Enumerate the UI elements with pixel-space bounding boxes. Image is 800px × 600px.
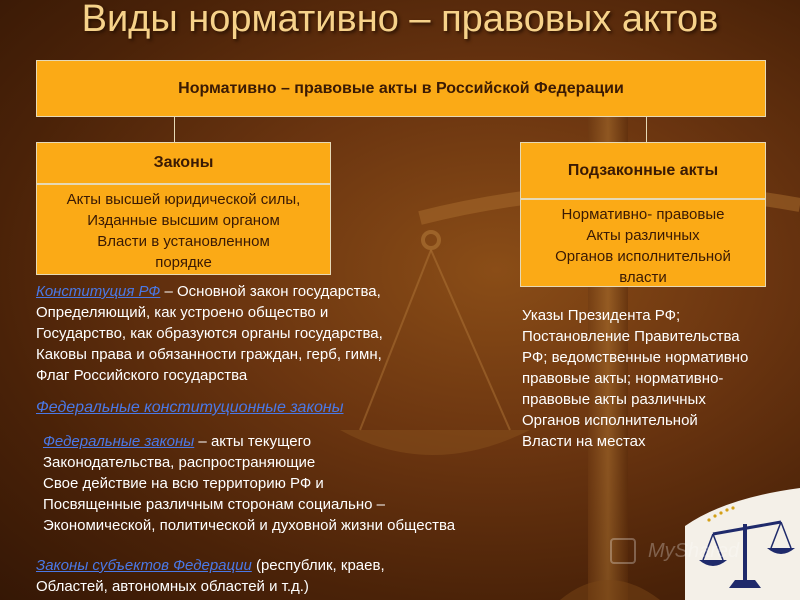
laws-box-description: Акты высшей юридической силы, Изданные высшим органом Власти в установленном порядке [36,184,331,275]
bylaws-box-description: Нормативно- правовые Акты различных Органов исполнительной власти [520,199,766,287]
connector-left [174,117,175,142]
federal-constitutional-laws-link[interactable]: Федеральные конституционные законы [36,399,344,416]
constitution-link[interactable]: Конституция РФ [36,283,161,300]
connector-right [646,117,647,142]
bylaws-list: Указы Президента РФ; Постановление Правительства РФ; ведомственные нормативно правовые акты; нормативно- правовые акты различных Органов исполнительной Власти на местах [522,307,749,450]
federal-laws-block: Федеральные законы – акты текущего Законодательства, распространяющие Свое действие на всю территорию РФ и Посвященные различным сторонам социально – Экономической, политической и духовной жизни общества [43,433,456,534]
subjects-laws-block: Законы субъектов Федерации (республик, краев, Областей, автономных областей и т.д.) [36,557,385,595]
bylaws-box-title: Подзаконные акты [520,142,766,199]
watermark-icon [610,538,636,564]
federal-laws-link[interactable]: Федеральные законы [43,433,195,450]
subjects-laws-link[interactable]: Законы субъектов Федерации [36,557,252,574]
page-title: Виды нормативно – правовых актов [81,0,719,40]
laws-box-title: Законы [36,142,331,184]
watermark-text: MyShared [648,540,740,562]
constitution-block: Конституция РФ – Основной закон государства, Определяющий, как устроено общество и Государство, как образуются органы государства, Каковы права и обязанности граждан, герб, гимн, Флаг Российского государства [36,283,383,384]
root-box: Нормативно – правовые акты в Российской Федерации [36,60,766,117]
